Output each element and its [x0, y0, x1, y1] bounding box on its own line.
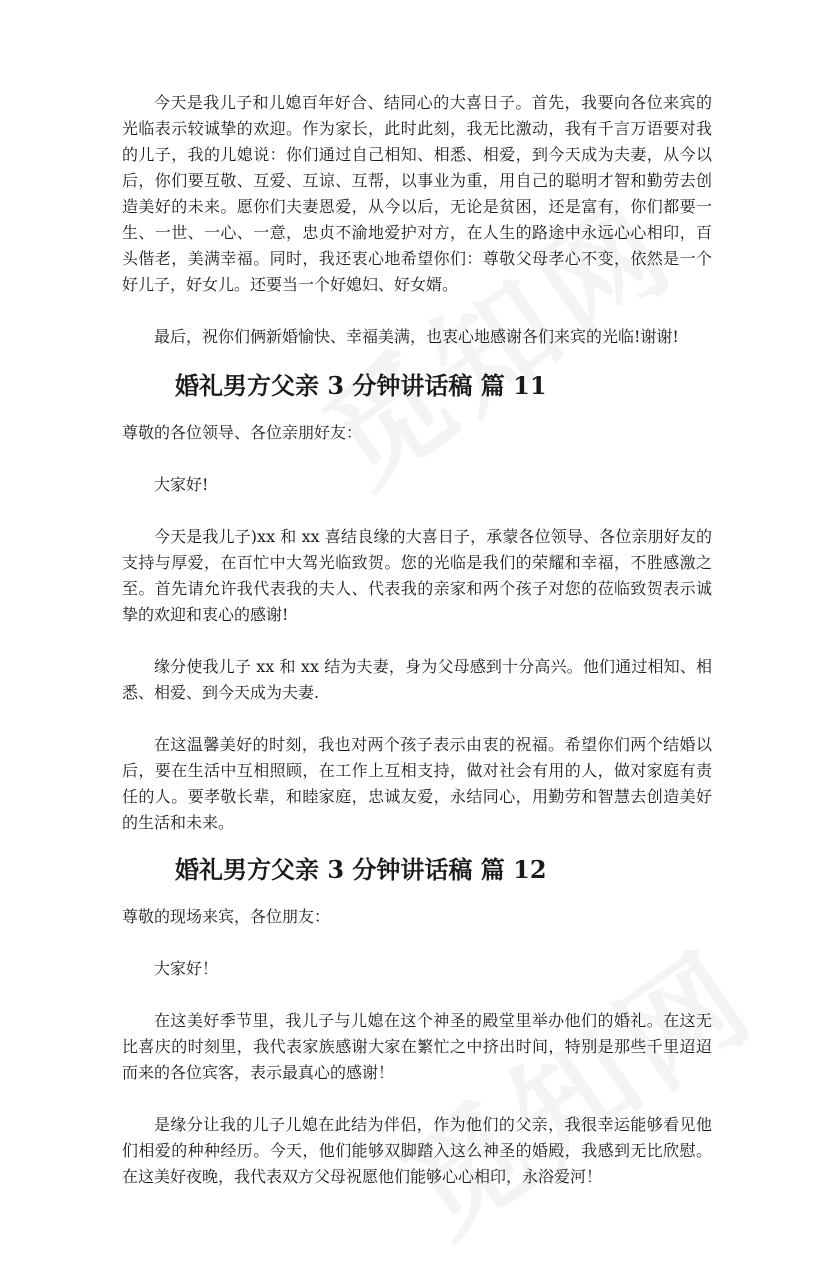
section-12-title: 婚礼男方父亲 3 分钟讲话稿 篇 12 [175, 855, 547, 884]
intro-paragraph-2: 最后，祝你们俩新婚愉快、幸福美满，也衷心地感谢各们来宾的光临!谢谢! [154, 327, 679, 346]
section-12-salutation: 尊敬的现场来宾，各位朋友： [122, 907, 331, 926]
intro-paragraph-1: 今天是我儿子和儿媳百年好合、结同心的大喜日子。首先，我要向各位来宾的光临表示较诚挚的欢迎。作为家长，此时此刻，我无比激动，我有千言万语要对我的儿子，我的儿媳说：你们通过自己相知、相悉、相爱，到今天成为夫妻，从今以后，你们要互敬、互爱、互谅、互帮，以事业为重，用自己的聪明才智和勤劳去创造美好的未来。愿你们夫妻恩爱，从今以后，无论是贫困，还是富有，你们都要一生、一世、一心、一意，忠贞不渝地爱护对方，在人生的路途中永远心心相印，百头偕老，美满幸福。同时，我还衷心地希望你们：尊敬父母孝心不变，依然是一个好儿子，好女儿。还要当一个好媳妇、好女婿。 [122, 93, 712, 294]
section-12-paragraph-1: 在这美好季节里，我儿子与儿媳在这个神圣的殿堂里举办他们的婚礼。在这无比喜庆的时刻里，我代表家族感谢大家在繁忙之中挤出时间，特别是那些千里迢迢而来的各位宾客，表示最真心的感谢！ [122, 1011, 712, 1082]
section-11-greeting: 大家好! [154, 475, 209, 494]
section-12-paragraph-2: 是缘分让我的儿子儿媳在此结为伴侣，作为他们的父亲，我很幸运能够看见他们相爱的种种经历。今天，他们能够双脚踏入这么神圣的婚殿，我感到无比欣慰。在这美好夜晚，我代表双方父母祝愿他们能够心心相印，永浴爱河！ [122, 1115, 712, 1186]
section-11-paragraph-1: 今天是我儿子)xx 和 xx 喜结良缘的大喜日子，承蒙各位领导、各位亲朋好友的支持与厚爱，在百忙中大驾光临致贺。您的光临是我们的荣耀和幸福，不胜感激之至。首先请允许我代表我的夫人、代表我的亲家和两个孩子对您的莅临致贺表示诚挚的欢迎和衷心的感谢! [122, 527, 712, 624]
section-11-salutation: 尊敬的各位领导、各位亲朋好友： [122, 423, 363, 442]
section-11-paragraph-3: 在这温馨美好的时刻，我也对两个孩子表示由衷的祝福。希望你们两个结婚以后，要在生活中互相照顾，在工作上互相支持，做对社会有用的人，做对家庭有责任的人。要孝敬长辈，和睦家庭，忠诚友爱，永结同心，用勤劳和智慧去创造美好的生活和未来。 [122, 735, 712, 832]
section-12-greeting: 大家好！ [154, 959, 219, 978]
section-11-title: 婚礼男方父亲 3 分钟讲话稿 篇 11 [175, 371, 547, 400]
section-11-paragraph-2: 缘分使我儿子 xx 和 xx 结为夫妻，身为父母感到十分高兴。他们通过相知、相悉、相爱、到今天成为夫妻. [122, 657, 712, 702]
document-body [122, 90, 712, 1190]
